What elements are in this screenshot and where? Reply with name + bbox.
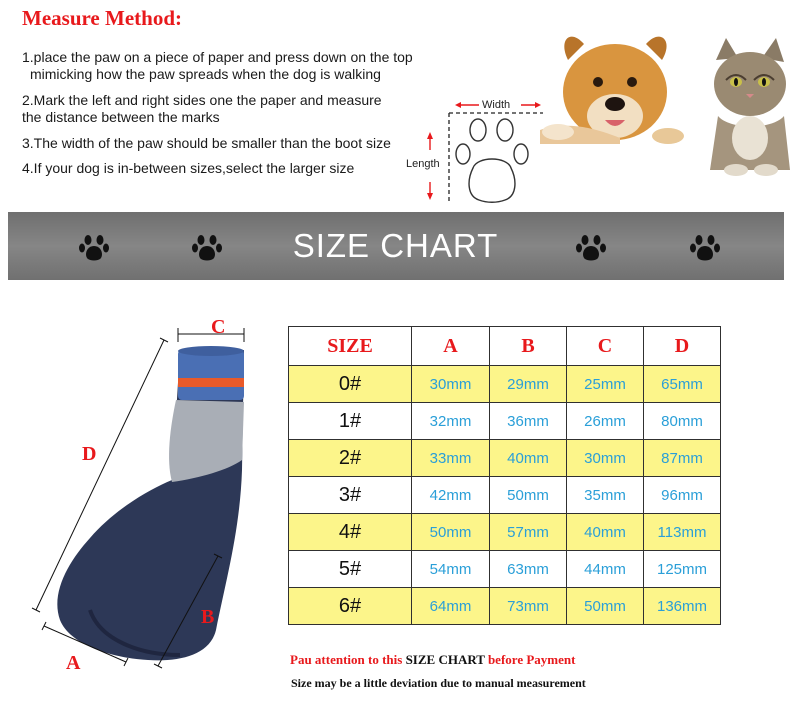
dog-illustration bbox=[540, 37, 684, 144]
measure-method-title: Measure Method: bbox=[22, 6, 182, 30]
deviation-note: Size may be a little deviation due to manual measurement bbox=[291, 676, 586, 690]
table-row bbox=[289, 477, 721, 514]
value-cell: 35mm bbox=[567, 477, 644, 514]
header-c: C bbox=[567, 327, 644, 366]
size-cell: 1# bbox=[289, 403, 412, 440]
measure-step-2 bbox=[22, 92, 382, 126]
value-cell: 136mm bbox=[644, 588, 721, 625]
table-row bbox=[289, 588, 721, 625]
value-cell: 50mm bbox=[490, 477, 567, 514]
size-cell: 6# bbox=[289, 588, 412, 625]
step-1-line-2: mimicking how the paw spreads when the dog is walking bbox=[30, 66, 381, 82]
header-d: D bbox=[644, 327, 721, 366]
value-cell: 64mm bbox=[412, 588, 490, 625]
value-cell: 80mm bbox=[644, 403, 721, 440]
dimension-label-c: C bbox=[211, 316, 226, 338]
value-cell: 40mm bbox=[490, 440, 567, 477]
value-cell: 73mm bbox=[490, 588, 567, 625]
step-1-line-1: 1.place the paw on a piece of paper and press down on the top bbox=[22, 49, 413, 65]
measure-step-3: 3.The width of the paw should be smaller than the boot size bbox=[22, 135, 391, 151]
table-header-row bbox=[289, 327, 721, 366]
attention-note bbox=[290, 652, 575, 668]
size-cell: 4# bbox=[289, 514, 412, 551]
dimension-label-a: A bbox=[66, 652, 81, 674]
cat-illustration bbox=[710, 38, 790, 176]
value-cell: 40mm bbox=[567, 514, 644, 551]
step-2-line-2: the distance between the marks bbox=[22, 109, 220, 125]
value-cell: 63mm bbox=[490, 551, 567, 588]
paw-measure-diagram bbox=[425, 96, 555, 208]
value-cell: 42mm bbox=[412, 477, 490, 514]
value-cell: 50mm bbox=[567, 588, 644, 625]
table-row bbox=[289, 366, 721, 403]
table-row bbox=[289, 440, 721, 477]
value-cell: 87mm bbox=[644, 440, 721, 477]
value-cell: 125mm bbox=[644, 551, 721, 588]
value-cell: 29mm bbox=[490, 366, 567, 403]
table-row bbox=[289, 403, 721, 440]
value-cell: 36mm bbox=[490, 403, 567, 440]
size-chart-table bbox=[288, 326, 721, 625]
attention-highlight: SIZE CHART bbox=[405, 652, 485, 667]
table-row bbox=[289, 514, 721, 551]
banner-title: SIZE CHART bbox=[292, 227, 499, 264]
length-label: Length bbox=[406, 158, 440, 170]
step-2-line-1: 2.Mark the left and right sides one the paper and measure bbox=[22, 92, 382, 108]
value-cell: 54mm bbox=[412, 551, 490, 588]
size-cell: 2# bbox=[289, 440, 412, 477]
value-cell: 33mm bbox=[412, 440, 490, 477]
dimension-label-d: D bbox=[82, 443, 97, 465]
value-cell: 65mm bbox=[644, 366, 721, 403]
dog-and-cat-image bbox=[540, 20, 791, 180]
value-cell: 30mm bbox=[412, 366, 490, 403]
size-cell: 3# bbox=[289, 477, 412, 514]
value-cell: 26mm bbox=[567, 403, 644, 440]
header-size: SIZE bbox=[289, 327, 412, 366]
value-cell: 30mm bbox=[567, 440, 644, 477]
attention-prefix: Pau attention to this bbox=[290, 652, 406, 667]
table-row bbox=[289, 551, 721, 588]
size-cell: 5# bbox=[289, 551, 412, 588]
measure-step-1 bbox=[22, 49, 413, 83]
header-b: B bbox=[490, 327, 567, 366]
size-cell: 0# bbox=[289, 366, 412, 403]
dimension-label-b: B bbox=[201, 606, 215, 628]
value-cell: 96mm bbox=[644, 477, 721, 514]
value-cell: 32mm bbox=[412, 403, 490, 440]
width-label: Width bbox=[482, 99, 511, 111]
attention-suffix: before Payment bbox=[484, 652, 576, 667]
value-cell: 50mm bbox=[412, 514, 490, 551]
value-cell: 44mm bbox=[567, 551, 644, 588]
measure-step-4: 4.If your dog is in-between sizes,select the larger size bbox=[22, 160, 355, 176]
value-cell: 113mm bbox=[644, 514, 721, 551]
value-cell: 57mm bbox=[490, 514, 567, 551]
boot-illustration bbox=[30, 310, 260, 680]
header-a: A bbox=[412, 327, 490, 366]
value-cell: 25mm bbox=[567, 366, 644, 403]
